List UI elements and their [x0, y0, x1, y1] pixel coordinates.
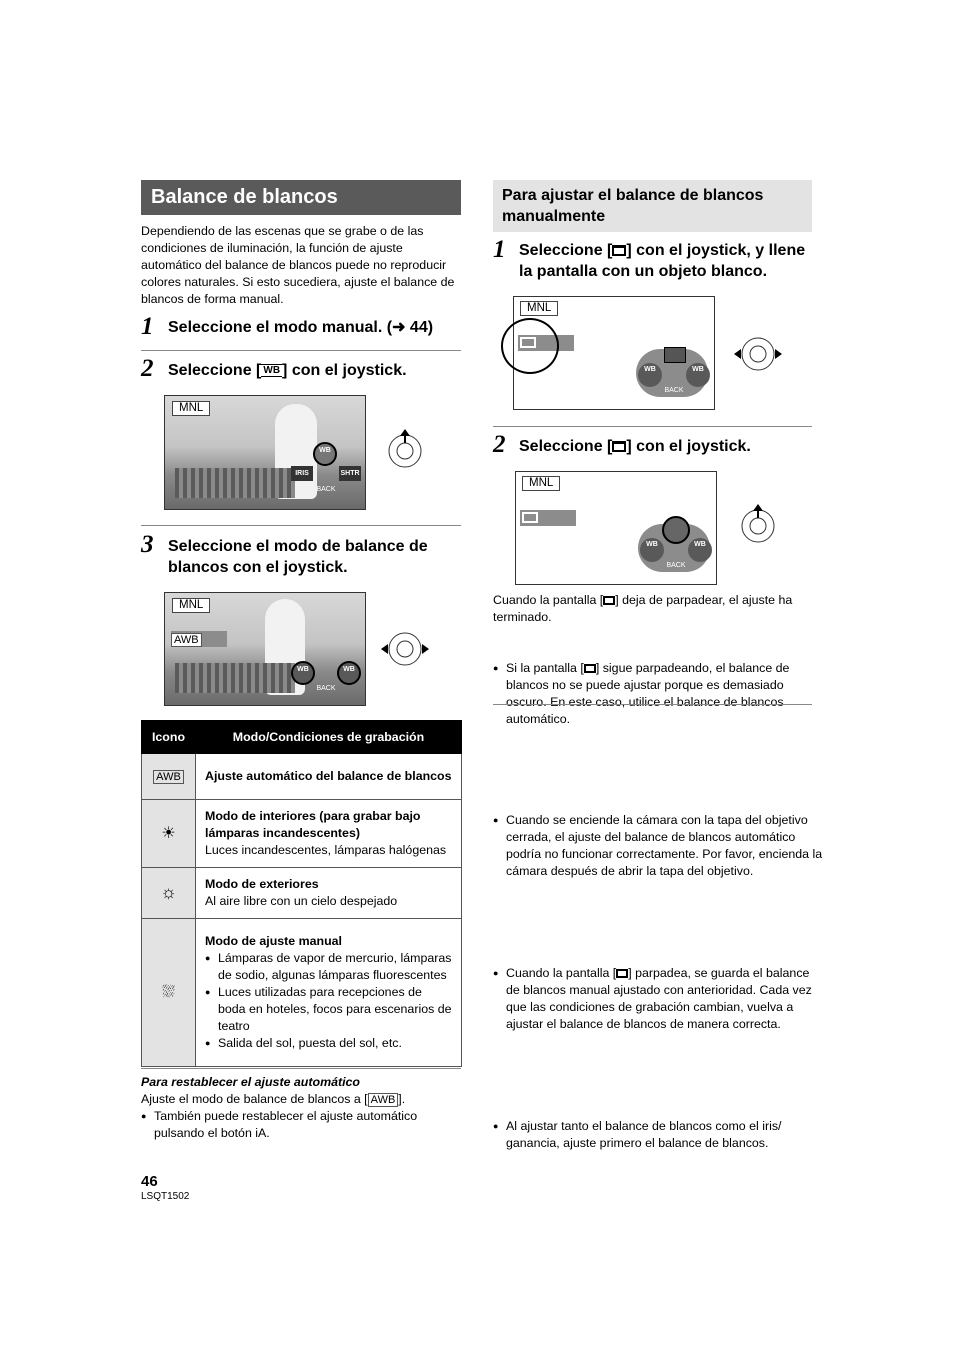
sun-icon: ☼ — [160, 881, 177, 902]
step-2-number: 2 — [141, 355, 154, 382]
manual-wb-button — [664, 347, 686, 363]
note-item: ● Cuando la pantalla [ ] parpadea, se guarda el balance de blancos manual ajustado con anterioridad. Cada vez que las condiciones de grabación cambian, vuelva a ajustar el balance de blancos de manera correcta. — [493, 965, 824, 1033]
highlight-circle — [501, 318, 559, 374]
list-item: ● Luces utilizadas para recepciones de boda en hoteles, focos para escenarios de teatro — [205, 984, 452, 1035]
wb-button: WB — [313, 442, 337, 466]
joystick-up-icon — [386, 427, 424, 469]
right-step-2-number: 2 — [493, 431, 506, 458]
wb-left-button: WB — [638, 363, 662, 387]
wb-mode-table — [141, 720, 462, 1067]
table-header-icon: Icono — [142, 721, 196, 754]
table-row — [142, 754, 462, 800]
manual-wb-icon — [612, 441, 626, 452]
after-note: Cuando la pantalla [ ] deja de parpadear, el ajuste ha terminado. — [493, 593, 793, 624]
section-title: Balance de blancos — [141, 180, 461, 215]
list-item: ● Lámparas de vapor de mercurio, lámparas de sodio, algunas lámparas fluorescentes — [205, 950, 452, 984]
mode-description: Al aire libre con un cielo despejado — [205, 894, 398, 908]
table-header-row — [142, 721, 462, 754]
note-item: ● Cuando se enciende la cámara con la tapa del objetivo cerrada, el ajuste del balance de blancos automático podría no funcionar correctamente. Por favor, encienda la cámara después de abrir la tapa del objetivo. — [493, 812, 824, 880]
table-row — [142, 868, 462, 919]
table-header-mode: Modo/Condiciones de grabación — [196, 721, 462, 754]
mnl-indicator: MNL — [522, 476, 560, 491]
manual-wb-icon — [522, 512, 538, 523]
list-item: ● Salida del sol, puesta del sol, etc. — [205, 1035, 452, 1052]
manual-wb-icon: ⛆ — [162, 983, 175, 1001]
page-number: 46 — [141, 1173, 158, 1190]
manual-wb-icon — [584, 664, 596, 673]
awb-icon: AWB — [153, 770, 184, 784]
manual-wb-icon — [603, 596, 615, 605]
step-1-text: Seleccione el modo manual. (➜ 44) — [168, 319, 434, 336]
note-item: ● Al ajustar tanto el balance de blancos como el iris/ ganancia, ajuste primero el balance de blancos. — [493, 1118, 824, 1152]
wb-right-button: WB — [686, 363, 710, 387]
step-1-number: 1 — [141, 313, 154, 340]
reset-line: Ajuste el modo de balance de blancos a [ AWB ]. — [141, 1092, 406, 1106]
camera-screen-wb — [164, 395, 366, 510]
awb-icon: AWB — [368, 1093, 399, 1107]
manual-wb-icon — [612, 245, 626, 256]
incandescent-icon: ☀ — [161, 824, 176, 842]
crib-rail — [175, 468, 295, 498]
doc-code: LSQT1502 — [141, 1191, 190, 1202]
table-row — [142, 800, 462, 868]
manual-wb-icon — [616, 969, 628, 978]
crib-rail — [175, 663, 295, 693]
wb-left-button: WB — [291, 661, 315, 685]
intro-text: Dependiendo de las escenas que se grabe o de las condiciones de iluminación, la función de ajuste automático del balance de blancos puede no reproducir colores naturales. Si esto sucediera, ajuste el balance de blancos de forma manual. — [141, 224, 455, 306]
wb-right-button: WB — [688, 538, 712, 562]
right-step-1-number: 1 — [493, 236, 506, 263]
divider — [493, 426, 812, 427]
mnl-indicator: MNL — [172, 598, 210, 613]
subsection-heading: Para ajustar el balance de blancos manualmente — [493, 180, 812, 232]
divider — [141, 1068, 461, 1069]
reset-bullet: ● También puede restablecer el ajuste automático pulsando el botón iA. — [141, 1108, 454, 1142]
wb-icon: WB — [263, 365, 281, 377]
wb-left-button: WB — [640, 538, 664, 562]
back-button: BACK — [316, 685, 336, 692]
divider — [141, 350, 461, 351]
awb-indicator: AWB — [171, 633, 202, 647]
step-2-text: Seleccione [ WB ] con el joystick. — [168, 362, 407, 379]
after-note-bullet: ● Si la pantalla [ ] sigue parpadeando, el balance de blancos no se puede ajustar porque es demasiado oscuro. En este caso, utilice el balance de blancos automático. — [493, 660, 818, 728]
back-button: BACK — [664, 387, 684, 394]
divider — [141, 525, 461, 526]
joystick-up-icon — [739, 502, 777, 544]
back-button: BACK — [316, 486, 336, 493]
reset-title: Para restablecer el ajuste automático — [141, 1075, 361, 1089]
back-button: BACK — [666, 562, 686, 569]
wb-right-button: WB — [337, 661, 361, 685]
mode-title: Modo de ajuste manual — [205, 934, 343, 948]
divider — [493, 704, 812, 705]
mode-title: Modo de exteriores — [205, 877, 319, 891]
table-row — [142, 919, 462, 1067]
mode-description: Luces incandescentes, lámparas halógenas — [205, 843, 447, 857]
shtr-button: SHTR — [339, 466, 361, 481]
step-3-text: Seleccione el modo de balance de blancos con el joystick. — [168, 538, 428, 576]
step-3-number: 3 — [141, 531, 154, 558]
camera-screen-awb — [164, 592, 366, 706]
iris-button: IRIS — [291, 466, 313, 481]
right-step-2-text: Seleccione [ ] con el joystick. — [519, 438, 751, 455]
mnl-indicator: MNL — [520, 301, 558, 316]
mnl-indicator: MNL — [172, 401, 210, 416]
mode-title: Ajuste automático del balance de blancos — [205, 769, 452, 783]
right-step-1-text: Seleccione [ ] con el joystick, y llene la pantalla con un objeto blanco. — [519, 242, 806, 280]
joystick-left-right-icon — [733, 333, 783, 375]
manual-wb-button — [662, 516, 690, 544]
camera-screen-manual-confirm — [515, 471, 717, 585]
mode-title: Modo de interiores (para grabar bajo lámparas incandescentes) — [205, 809, 421, 840]
joystick-left-right-icon — [380, 628, 430, 670]
